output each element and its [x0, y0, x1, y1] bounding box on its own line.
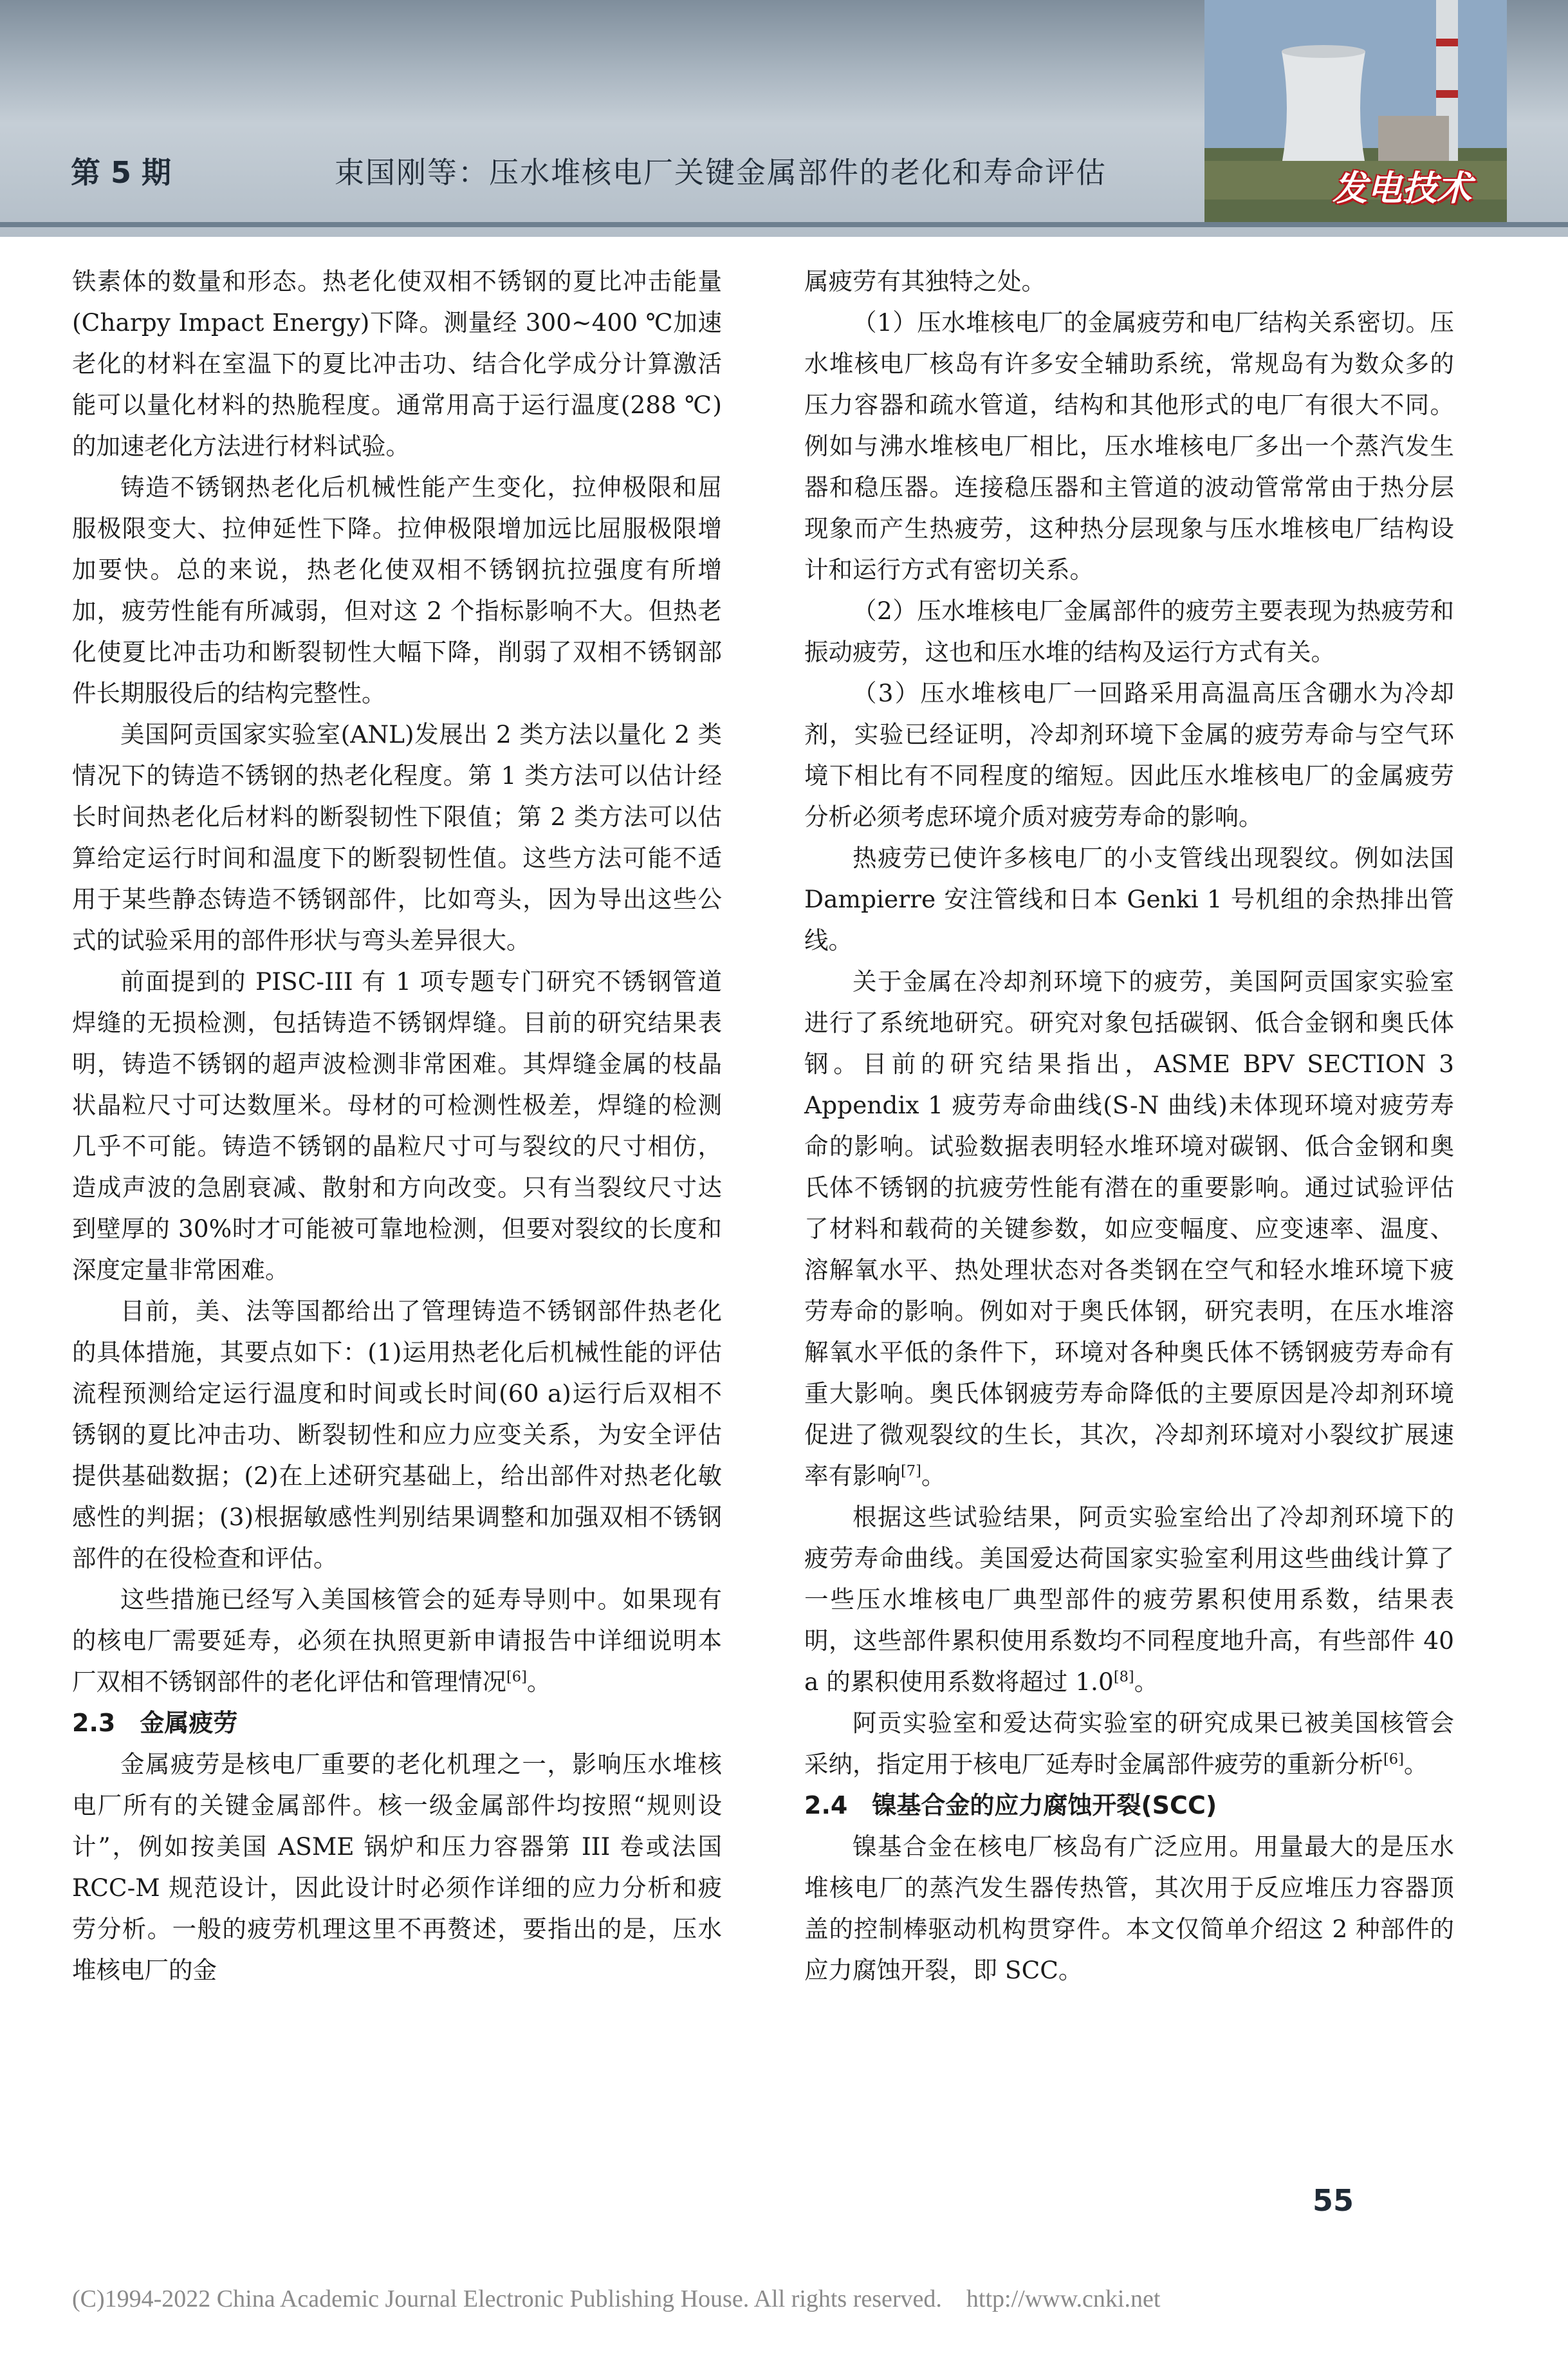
paragraph-text: 关于金属在冷却剂环境下的疲劳，美国阿贡国家实验室进行了系统地研究。研究对象包括碳钢、低合金钢和奥氏体钢。目前的研究结果指出，ASME BPV SECTION 3 Appendix 1 疲劳寿命曲线(S-N 曲线)未体现环境对疲劳寿命的影响。试验数据表明轻水堆环境对碳钢、低合金钢和奥氏体不锈钢的抗疲劳性能有潜在的重要影响。通过试验评估了材料和载荷的关键参数，如应变幅度、应变速率、温度、溶解氧水平、热处理状态对各类钢在空气和轻水堆环境下疲劳寿命的影响。例如对于奥氏体钢，研究表明，在压水堆溶解氧水平低的条件下，环境对各种奥氏体不锈钢疲劳寿命有重大影响。奥氏体钢疲劳寿命降低的主要原因是冷却剂环境促进了微观裂纹的生长，其次，冷却剂环境对小裂纹扩展速率有影响	[804, 967, 1454, 1490]
paragraph-end: 。	[1134, 1668, 1159, 1696]
paragraph: 金属疲劳是核电厂重要的老化机理之一，影响压水堆核电厂所有的关键金属部件。核一级金属部件均按照“规则设计”，例如按美国 ASME 锅炉和压力容器第 III 卷或法国 RCC-M 规范设计，因此设计时必须作详细的应力分析和疲劳分析。一般的疲劳机理这里不再赘述，要指出的是，压水堆核电厂的金	[72, 1750, 722, 1984]
journal-header	[0, 0, 1568, 237]
paragraph: 铁素体的数量和形态。热老化使双相不锈钢的夏比冲击能量(Charpy Impact Energy)下降。测量经 300~400 ℃加速老化的材料在室温下的夏比冲击功、结合化学成分计算激活能可以量化材料的热脆程度。通常用高于运行温度(288 ℃)的加速老化方法进行材料试验。	[72, 267, 722, 460]
running-title: 束国刚等：压水堆核电厂关键金属部件的老化和寿命评估	[335, 155, 1107, 190]
citation: [6]	[506, 1668, 527, 1686]
paragraph: 铸造不锈钢热老化后机械性能产生变化，拉伸极限和屈服极限变大、拉伸延性下降。拉伸极限增加远比屈服极限增加要快。总的来说，热老化使双相不锈钢抗拉强度有所增加，疲劳性能有所减弱，但对这 2 个指标影响不大。但热老化使夏比冲击功和断裂韧性大幅下降，削弱了双相不锈钢部件长期服役后的结构完整性。	[72, 473, 722, 707]
paragraph-end: 。	[1403, 1750, 1428, 1778]
paragraph	[72, 1579, 722, 1702]
paragraph: 前面提到的 PISC-III 有 1 项专题专门研究不锈钢管道焊缝的无损检测，包括铸造不锈钢焊缝。目前的研究结果表明，铸造不锈钢的超声波检测非常困难。其焊缝金属的枝晶状晶粒尺寸可达数厘米。母材的可检测性极差，焊缝的检测几乎不可能。铸造不锈钢的晶粒尺寸可与裂纹的尺寸相仿，造成声波的急剧衰减、散射和方向改变。只有当裂纹尺寸达到壁厚的 30%时才可能被可靠地检测，但要对裂纹的长度和深度定量非常困难。	[72, 967, 722, 1284]
header-rule	[0, 222, 1568, 227]
paragraph-text: 根据这些试验结果，阿贡实验室给出了冷却剂环境下的疲劳寿命曲线。美国爱达荷国家实验室利用这些曲线计算了一些压水堆核电厂典型部件的疲劳累积使用系数，结果表明，这些部件累积使用系数均不同程度地升高，有些部件 40 a 的累积使用系数将超过 1.0	[804, 1503, 1454, 1696]
paragraph-text: 这些措施已经写入美国核管会的延寿导则中。如果现有的核电厂需要延寿，必须在执照更新申请报告中详细说明本厂双相不锈钢部件的老化评估和管理情况	[72, 1585, 722, 1696]
citation: [7]	[901, 1462, 921, 1480]
copyright-notice: (C)1994-2022 China Academic Journal Electronic Publishing House. All rights reserved. http://www.cnki.net	[72, 2285, 1161, 2312]
paragraph	[804, 1496, 1454, 1702]
paragraph-text: 阿贡实验室和爱达荷实验室的研究成果已被美国核管会采纳，指定用于核电厂延寿时金属部件疲劳的重新分析	[804, 1709, 1454, 1778]
issue-number: 第 5 期	[71, 155, 172, 190]
paragraph: 目前，美、法等国都给出了管理铸造不锈钢部件热老化的具体措施，其要点如下：(1)运用热老化后机械性能的评估流程预测给定运行温度和时间或长时间(60 a)运行后双相不锈钢的夏比冲击功、断裂韧性和应力应变关系，为安全评估提供基础数据；(2)在上述研究基础上，给出部件对热老化敏感性的判据；(3)根据敏感性判别结果调整和加强双相不锈钢部件的在役检查和评估。	[72, 1297, 722, 1572]
paragraph: （1）压水堆核电厂的金属疲劳和电厂结构关系密切。压水堆核电厂核岛有许多安全辅助系统，常规岛有为数众多的压力容器和疏水管道，结构和其他形式的电厂有很大不同。例如与沸水堆核电厂相比，压水堆核电厂多出一个蒸汽发生器和稳压器。连接稳压器和主管道的波动管常常由于热分层现象而产生热疲劳，这种热分层现象与压水堆核电厂结构设计和运行方式有密切关系。	[804, 308, 1454, 584]
citation: [8]	[1113, 1668, 1134, 1686]
paragraph: 属疲劳有其独特之处。	[804, 267, 1046, 295]
paragraph	[804, 1702, 1454, 1785]
paragraph: 镍基合金在核电厂核岛有广泛应用。用量最大的是压水堆核电厂的蒸汽发生器传热管，其次用于反应堆压力容器顶盖的控制棒驱动机构贯穿件。本文仅简单介绍这 2 种部件的应力腐蚀开裂，即 SCC。	[804, 1832, 1454, 1984]
paragraph: 热疲劳已使许多核电厂的小支管线出现裂纹。例如法国 Dampierre 安注管线和日本 Genki 1 号机组的余热排出管线。	[804, 844, 1454, 954]
left-column	[72, 261, 722, 1991]
paragraph-end: 。	[526, 1668, 551, 1696]
paragraph: （3）压水堆核电厂一回路采用高温高压含硼水为冷却剂，实验已经证明，冷却剂环境下金属的疲劳寿命与空气环境下相比有不同程度的缩短。因此压水堆核电厂的金属疲劳分析必须考虑环境介质对疲劳寿命的影响。	[804, 679, 1454, 831]
paragraph	[804, 961, 1454, 1496]
paragraph: （2）压水堆核电厂金属部件的疲劳主要表现为热疲劳和振动疲劳，这也和压水堆的结构及运行方式有关。	[804, 597, 1454, 666]
paragraph-end: 。	[921, 1462, 946, 1490]
right-column	[804, 261, 1454, 1991]
section-heading: 2.4 镍基合金的应力腐蚀开裂(SCC)	[804, 1791, 1217, 1819]
journal-brand: 发电技术	[1333, 168, 1471, 209]
citation: [6]	[1383, 1751, 1404, 1768]
paragraph: 美国阿贡国家实验室(ANL)发展出 2 类方法以量化 2 类情况下的铸造不锈钢的热老化程度。第 1 类方法可以估计经长时间热老化后材料的断裂韧性下限值；第 2 类方法可以估算给定运行时间和温度下的断裂韧性值。这些方法可能不适用于某些静态铸造不锈钢部件，比如弯头，因为导出这些公式的试验采用的部件形状与弯头差异很大。	[72, 720, 722, 954]
page-number: 55	[1313, 2183, 1354, 2218]
section-heading: 2.3 金属疲劳	[72, 1709, 238, 1737]
